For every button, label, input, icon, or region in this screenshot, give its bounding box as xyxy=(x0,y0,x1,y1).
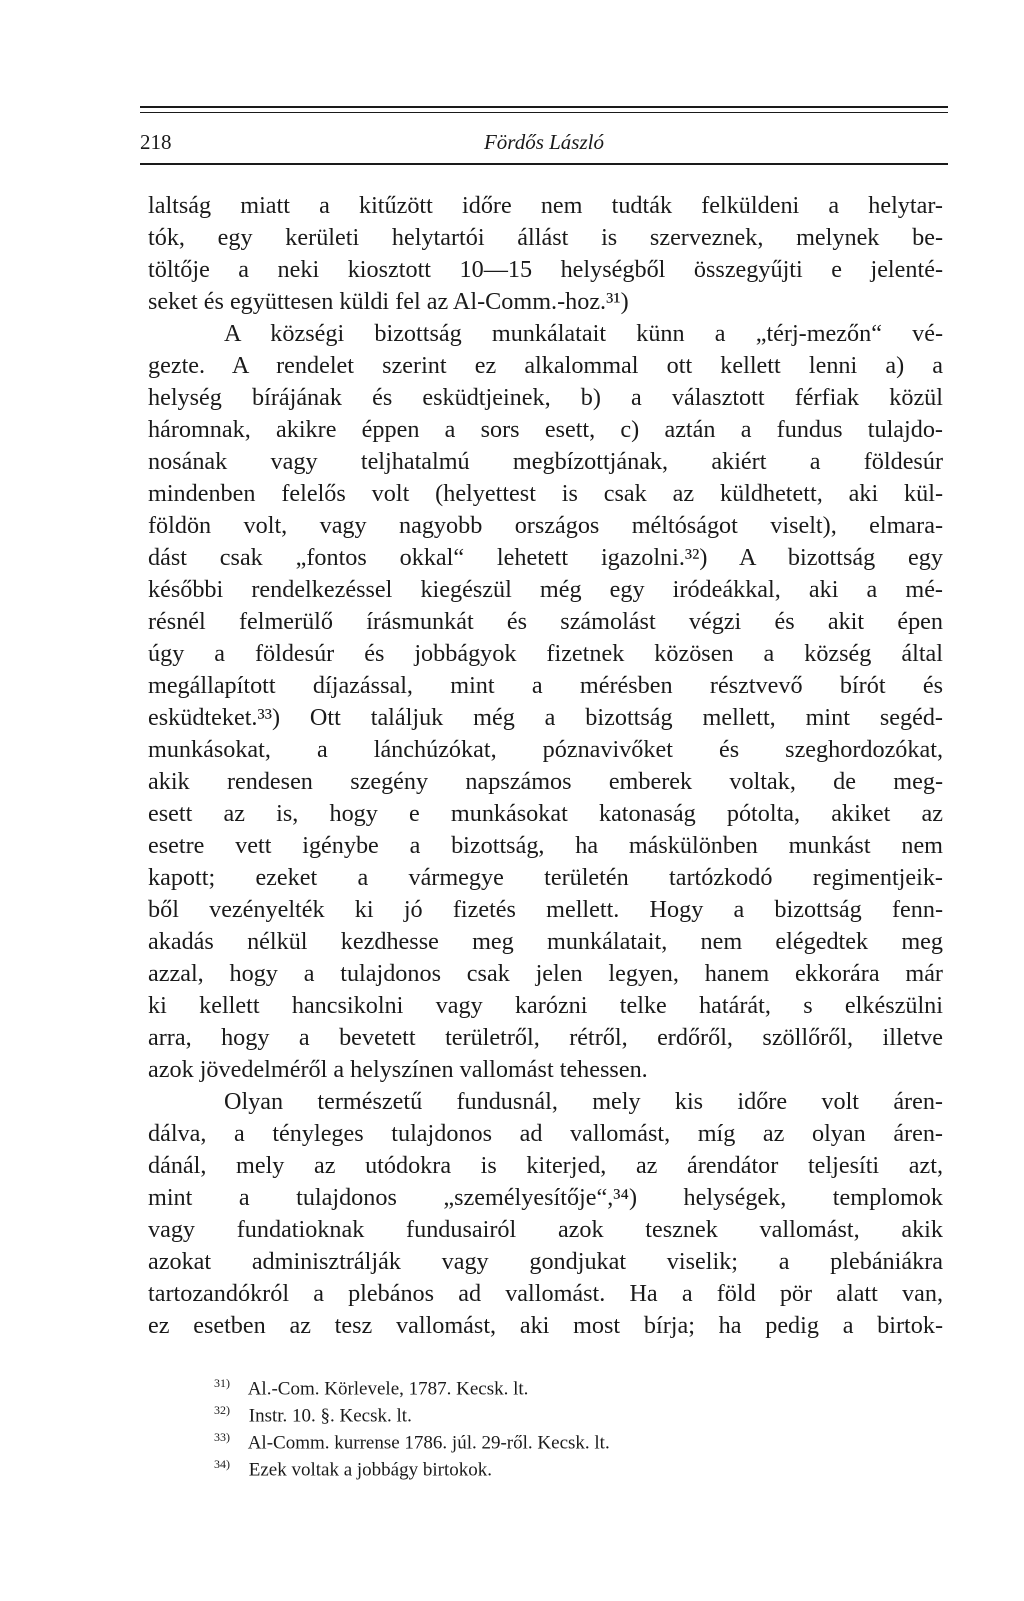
text-line: kapott; ezeket a vármegye területén tartózkodó regimentjeik- xyxy=(148,864,943,891)
footnote-text: Al-Comm. kurrense 1786. júl. 29-ről. Kecsk. lt. xyxy=(247,1432,610,1454)
footnote xyxy=(214,1424,914,1454)
top-rule xyxy=(140,106,948,108)
text-line: tartozandókról a plebános ad vallomást. Ha a föld pör alatt van, xyxy=(148,1280,943,1307)
text-line: akadás nélkül kezdhesse meg munkálatait, nem elégedtek meg xyxy=(148,928,943,955)
footnote xyxy=(214,1370,914,1400)
footnote-mark: 34) xyxy=(214,1457,230,1471)
footnote xyxy=(214,1451,914,1481)
text-line: nosának vagy teljhatalmú megbízottjának, akiért a földesúr xyxy=(148,448,943,475)
text-line: úgy a földesúr és jobbágyok fizetnek közösen a község által xyxy=(148,640,943,667)
text-line: akik rendesen szegény napszámos emberek voltak, de meg- xyxy=(148,768,943,795)
footnote-mark: 32) xyxy=(214,1403,230,1417)
running-title: Fördős László xyxy=(483,130,604,154)
text-line: arra, hogy a bevetett területről, rétről, erdőről, szöllőről, illetve xyxy=(148,1024,943,1051)
text-line: ki kellett hancsikolni vagy karózni telke határát, s elkészülni xyxy=(148,992,943,1019)
text-line: ez esetben az tesz vallomást, aki most bírja; ha pedig a birtok- xyxy=(148,1312,943,1339)
text-line: dást csak „fontos okkal“ lehetett igazolni.³²) A bizottság egy xyxy=(148,544,943,571)
text-line: laltság miatt a kitűzött időre nem tudták felküldeni a helytar- xyxy=(148,192,943,219)
page-number: 218 xyxy=(140,130,172,154)
text-line: későbbi rendelkezéssel kiegészül még egy iródeákkal, aki a mé- xyxy=(148,576,943,603)
text-line: mindenben felelős volt (helyettest is csak az küldhetett, aki kül- xyxy=(148,480,943,507)
text-line: mint a tulajdonos „személyesítője“,³⁴) helységek, templomok xyxy=(148,1184,943,1211)
text-line: helység bírájának és esküdtjeinek, b) a választott férfiak közül xyxy=(148,384,943,411)
header-rule xyxy=(140,163,948,165)
footnote-text: Ezek voltak a jobbágy birtokok. xyxy=(248,1459,492,1481)
text-line: résnél felmerülő írásmunkát és számolást végzi és akit épen xyxy=(148,608,943,635)
page-header xyxy=(140,130,948,162)
body-text xyxy=(148,190,943,1342)
text-line: esküdteket.³³) Ott találjuk még a bizottság mellett, mint segéd- xyxy=(148,704,943,731)
text-line: esetre vett igénybe a bizottság, ha máskülönben munkást nem xyxy=(148,832,943,859)
footnote-mark: 31) xyxy=(214,1376,230,1390)
footnote-text: Instr. 10. §. Kecsk. lt. xyxy=(248,1405,412,1427)
text-line: A községi bizottság munkálatait künn a „térj-mezőn“ vé- xyxy=(224,320,943,347)
text-line: azok jövedelméről a helyszínen vallomást tehessen. xyxy=(148,1056,648,1083)
text-line: azzal, hogy a tulajdonos csak jelen legyen, hanem ekkorára már xyxy=(148,960,943,987)
footnote-text: Al.-Com. Körlevele, 1787. Kecsk. lt. xyxy=(247,1378,529,1400)
text-line: munkásokat, a lánchúzókat, póznavivőket és szeghordozókat, xyxy=(148,736,943,763)
footnote-mark: 33) xyxy=(214,1430,230,1444)
text-line: földön volt, vagy nagyobb országos méltóságot viselt), elmara- xyxy=(148,512,943,539)
footnote xyxy=(214,1397,914,1427)
text-line: tók, egy kerületi helytartói állást is szerveznek, melynek be- xyxy=(148,224,943,251)
text-line: töltője a neki kiosztott 10—15 helységből összegyűjti e jelenté- xyxy=(148,256,943,283)
text-line: gezte. A rendelet szerint ez alkalommal ott kellett lenni a) a xyxy=(148,352,943,379)
text-line: dánál, mely az utódokra is kiterjed, az árendátor teljesíti azt, xyxy=(148,1152,943,1179)
text-line: azokat adminisztrálják vagy gondjukat viselik; a plebániákra xyxy=(148,1248,943,1275)
text-line: megállapított díjazással, mint a mérésben résztvevő bírót és xyxy=(148,672,943,699)
text-line: háromnak, akikre éppen a sors esett, c) aztán a fundus tulajdo- xyxy=(148,416,943,443)
text-line: seket és együttesen küldi fel az Al-Comm.-hoz.³¹) xyxy=(148,288,629,315)
text-line: ből vezényelték ki jó fizetés mellett. Hogy a bizottság fenn- xyxy=(148,896,943,923)
text-line: vagy fundatioknak fundusairól azok tesznek vallomást, akik xyxy=(148,1216,943,1243)
text-line: Olyan természetű fundusnál, mely kis időre volt áren- xyxy=(224,1088,943,1115)
footnotes xyxy=(214,1370,914,1481)
text-line: dálva, a tényleges tulajdonos ad vallomást, míg az olyan áren- xyxy=(148,1120,943,1147)
top-rule-thin xyxy=(140,112,948,113)
text-line: esett az is, hogy e munkásokat katonaság pótolta, akiket az xyxy=(148,800,943,827)
